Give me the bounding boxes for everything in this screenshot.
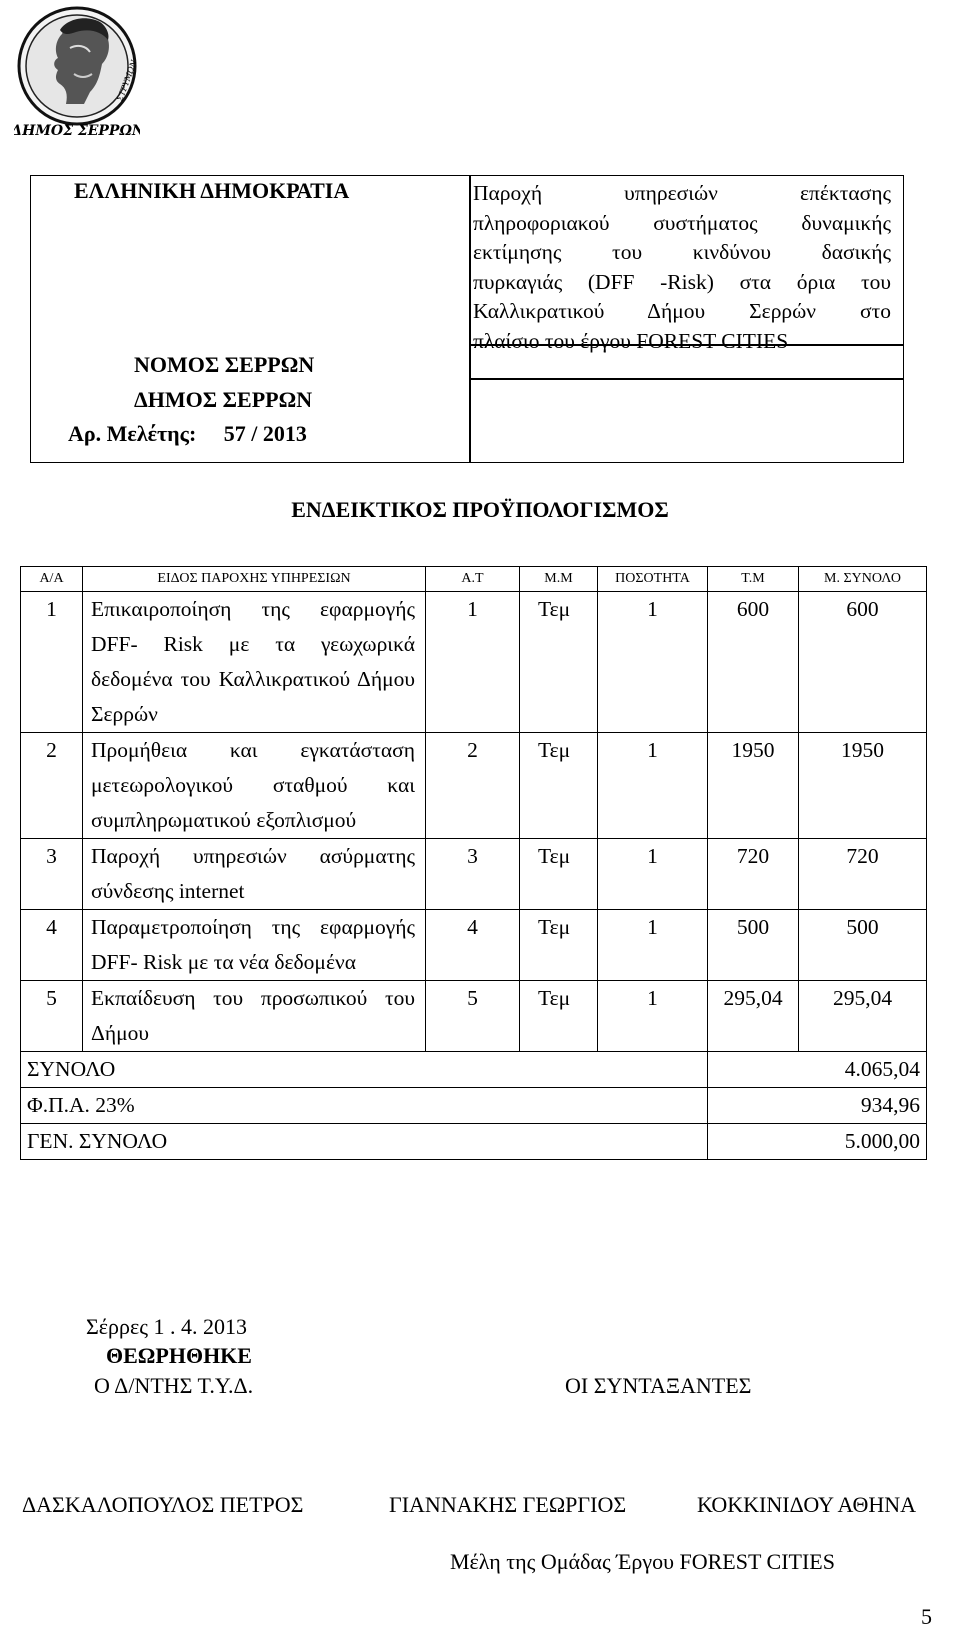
cell-aa: 3 — [21, 839, 83, 910]
col-header-quantity: ΠΟΣΟΤΗΤΑ — [598, 567, 708, 592]
signatory-name: ΔΑΣΚΑΛΟΠΟΥΛΟΣ ΠΕΤΡΟΣ — [22, 1492, 304, 1517]
cell-unit-price: 720 — [708, 839, 799, 910]
team-note: Μέλη της Ομάδας Έργου FOREST CITIES — [450, 1549, 835, 1574]
cell-description: Προμήθεια και εγκατάσταση μετεωρολογικού σταθμού και συμπληρωματικού εξοπλισμού — [83, 733, 426, 839]
cell-quantity: 1 — [598, 592, 708, 733]
cell-unit: Τεμ — [520, 592, 598, 733]
document-title: ΕΝΔΕΙΚΤΙΚΟΣ ΠΡΟΫΠΟΛΟΓΙΣΜΟΣ — [291, 497, 669, 522]
project-line: πυρκαγιάς (DFF -Risk) στα όρια του — [473, 269, 891, 294]
svg-text:ΣΤΡΥΜΩΝ: ΣΤΡΥΜΩΝ — [115, 58, 139, 103]
cell-description: Επικαιροποίηση της εφαρμογής DFF- Risk με τα γεωχωρικά δεδομένα του Καλλικρατικού Δήμου Σερρών — [83, 592, 426, 733]
cell-quantity: 1 — [598, 839, 708, 910]
summary-row — [21, 1088, 927, 1124]
header-box — [30, 175, 904, 463]
cell-total: 600 — [799, 592, 927, 733]
director-title: Ο Δ/ΝΤΗΣ Τ.Υ.Δ. — [94, 1373, 254, 1398]
col-header-total: Μ. ΣΥΝΟΛΟ — [799, 567, 927, 592]
cell-at: 1 — [426, 592, 520, 733]
cell-total: 720 — [799, 839, 927, 910]
summary-row — [21, 1052, 927, 1088]
place-date: Σέρρες 1 . 4. 2013 — [86, 1314, 247, 1339]
cell-aa: 4 — [21, 910, 83, 981]
summary-label: ΓΕΝ. ΣΥΝΟΛΟ — [21, 1124, 708, 1160]
cell-total: 1950 — [799, 733, 927, 839]
col-header-description: ΕΙΔΟΣ ΠΑΡΟΧΗΣ ΥΠΗΡΕΣΙΩΝ — [83, 567, 426, 592]
cell-unit: Τεμ — [520, 733, 598, 839]
cell-quantity: 1 — [598, 910, 708, 981]
cell-at: 5 — [426, 981, 520, 1052]
cell-unit: Τεμ — [520, 839, 598, 910]
project-description — [473, 179, 891, 356]
study-number-line — [68, 421, 307, 447]
cell-aa: 5 — [21, 981, 83, 1052]
cell-at: 2 — [426, 733, 520, 839]
project-line: εκτίμησης του κινδύνου δασικής — [473, 240, 891, 264]
col-header-at: Α.Τ — [426, 567, 520, 592]
project-line: Παροχή υπηρεσιών επέκτασης — [473, 181, 891, 205]
summary-value: 5.000,00 — [708, 1124, 927, 1160]
project-line: πληροφοριακού συστήματος δυναμικής — [473, 210, 891, 235]
municipality-seal-logo — [14, 4, 140, 144]
col-header-unit-price: Τ.Μ — [708, 567, 799, 592]
cell-total: 295,04 — [799, 981, 927, 1052]
cell-at: 4 — [426, 910, 520, 981]
table-row — [21, 839, 927, 910]
prefecture-heading: ΝΟΜΟΣ ΣΕΡΡΩΝ — [134, 352, 315, 377]
table-header-row — [21, 567, 927, 592]
cell-unit: Τεμ — [520, 910, 598, 981]
table-row — [21, 910, 927, 981]
budget-table — [20, 566, 927, 1160]
cell-unit: Τεμ — [520, 981, 598, 1052]
cell-quantity: 1 — [598, 733, 708, 839]
table-row — [21, 733, 927, 839]
svg-text:ΔΗΜΟΣ ΣΕΡΡΩΝ: ΔΗΜΟΣ ΣΕΡΡΩΝ — [14, 123, 140, 139]
project-line: πλαίσιο του έργου FOREST CITIES — [473, 328, 789, 353]
signatory-name: ΚΟΚΚΙΝΙΔΟΥ ΑΘΗΝΑ — [697, 1492, 917, 1517]
cell-quantity: 1 — [598, 981, 708, 1052]
signatory-name: ΓΙΑΝΝΑΚΗΣ ΓΕΩΡΓΙΟΣ — [389, 1492, 627, 1517]
cell-description: Παραμετροποίηση της εφαρμογής DFF- Risk με τα νέα δεδομένα — [83, 910, 426, 981]
cell-description: Παροχή υπηρεσιών ασύρματης σύνδεσης internet — [83, 839, 426, 910]
header-empty-cell-2 — [469, 378, 904, 463]
republic-heading: ΕΛΛΗΝΙΚΗ ΔΗΜΟΚΡΑΤΙΑ — [74, 178, 350, 203]
approved-label: ΘΕΩΡΗΘΗΚΕ — [106, 1343, 252, 1368]
cell-unit-price: 295,04 — [708, 981, 799, 1052]
cell-unit-price: 600 — [708, 592, 799, 733]
cell-aa: 2 — [21, 733, 83, 839]
cell-unit-price: 500 — [708, 910, 799, 981]
cell-total: 500 — [799, 910, 927, 981]
summary-label: Φ.Π.Α. 23% — [21, 1088, 708, 1124]
summary-label: ΣΥΝΟΛΟ — [21, 1052, 708, 1088]
study-label: Αρ. Μελέτης: — [68, 421, 197, 446]
summary-row — [21, 1124, 927, 1160]
authors-title: ΟΙ ΣΥΝΤΑΞΑΝΤΕΣ — [565, 1373, 752, 1398]
summary-value: 4.065,04 — [708, 1052, 927, 1088]
cell-description: Εκπαίδευση του προσωπικού του Δήμου — [83, 981, 426, 1052]
table-row — [21, 981, 927, 1052]
project-line: Καλλικρατικού Δήμου Σερρών στο — [473, 299, 891, 323]
study-number: 57 / 2013 — [223, 421, 307, 446]
col-header-unit: Μ.Μ — [520, 567, 598, 592]
cell-unit-price: 1950 — [708, 733, 799, 839]
municipality-heading: ΔΗΜΟΣ ΣΕΡΡΩΝ — [134, 387, 313, 412]
page-number: 5 — [921, 1604, 932, 1629]
cell-at: 3 — [426, 839, 520, 910]
summary-value: 934,96 — [708, 1088, 927, 1124]
cell-aa: 1 — [21, 592, 83, 733]
col-header-aa: Α/Α — [21, 567, 83, 592]
table-row — [21, 592, 927, 733]
header-left-cell — [30, 175, 471, 463]
